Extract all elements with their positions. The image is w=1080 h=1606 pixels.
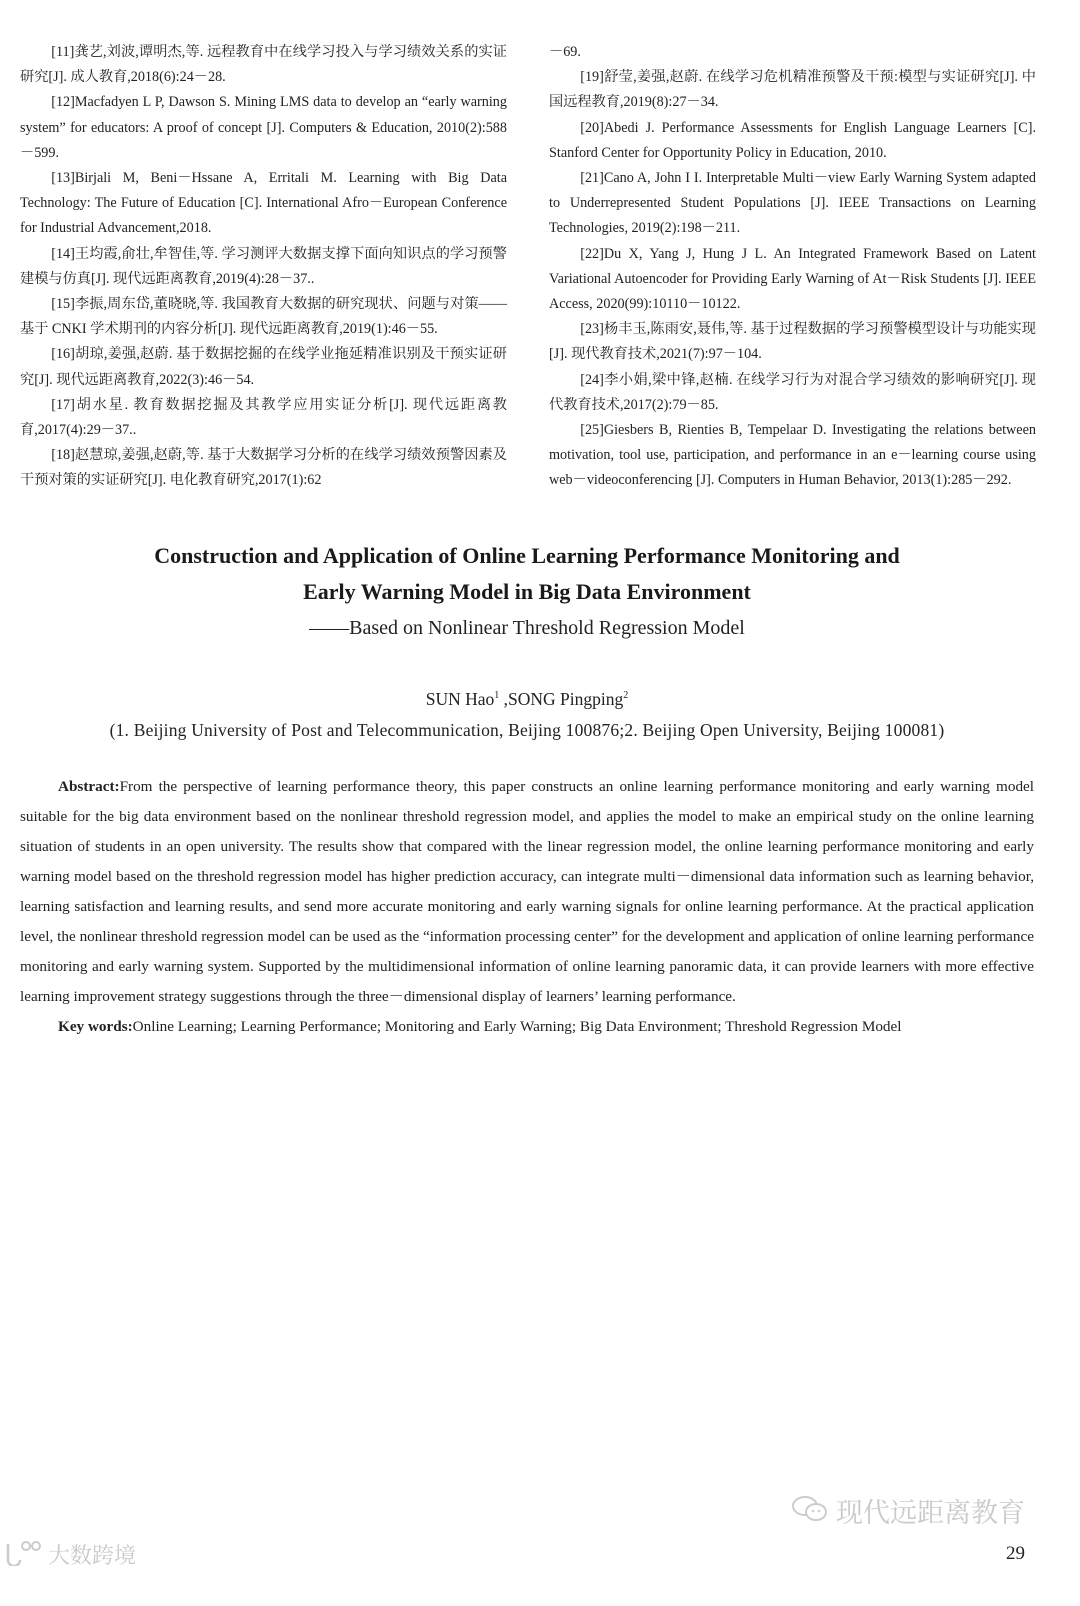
author-name: SONG Pingping xyxy=(508,688,624,709)
paper-subtitle: ——Based on Nonlinear Threshold Regression Model xyxy=(309,616,745,639)
page-content xyxy=(0,40,1080,1042)
watermark-text: 现代远距离教育 xyxy=(836,1497,1025,1529)
references-section xyxy=(0,40,1080,494)
keywords-text: Online Learning; Learning Performance; Monitoring and Early Warning; Big Data Environment; Threshold Regression Model xyxy=(132,1018,902,1036)
reference-item: [13]Birjali M, Beni－Hssane A, Erritali M. Learning with Big Data Technology: The Future of Education [C]. International Afro－European Conference for Industrial Advancement,2018. xyxy=(20,170,507,237)
reference-item: [15]李振,周东岱,董晓晓,等. 我国教育大数据的研究现状、问题与对策——基于 CNKI 学术期刊的内容分析[J]. 现代远距离教育,2019(1):46－55. xyxy=(20,296,507,338)
abstract xyxy=(20,772,1034,1012)
keywords xyxy=(20,1012,1034,1042)
wechat-watermark xyxy=(790,1494,1025,1533)
paper-title-line-1: Construction and Application of Online Learning Performance Monitoring and xyxy=(154,542,900,568)
reference-item: [21]Cano A, John I I. Interpretable Multi－view Early Warning System adapted to Underrepresented Student Populations [J]. IEEE Transactions on Learning Technologies, 2019(2):198－211. xyxy=(549,170,1036,237)
references-right-column xyxy=(549,40,1036,494)
paper-header xyxy=(0,538,1054,747)
abstract-text: From the perspective of learning performance theory, this paper constructs an online learning performance monitoring and early warning model suitable for the big data environment based on the nonlinear threshold regression model, and applies the model to make an empirical study on the online learning situation of students in an open university. The results show that compared with the linear regression model, the online learning performance monitoring and early warning model based on the threshold regression model has higher prediction accuracy, can integrate multi－dimensional data information such as learning behavior, learning satisfaction and learning results, and send more accurate monitoring and early warning signals for online learning performance. At the practical application level, the nonlinear threshold regression model can be used as the “information processing center” for the development and application of online learning performance monitoring and early warning system. Supported by the multidimensional information of online learning panoramic data, it can provide learners with more effective learning improvement strategy suggestions through the three－dimensional display of learners’ learning performance. xyxy=(20,778,1034,1006)
abstract-label: Abstract: xyxy=(58,778,120,796)
reference-item: [24]李小娟,梁中锋,赵楠. 在线学习行为对混合学习绩效的影响研究[J]. 现代教育技术,2017(2):79－85. xyxy=(549,371,1036,413)
references-left-column xyxy=(20,40,507,494)
wechat-icon xyxy=(790,1494,830,1533)
reference-item: [19]舒莹,姜强,赵蔚. 在线学习危机精准预警及干预:模型与实证研究[J]. 中国远程教育,2019(8):27－34. xyxy=(549,69,1036,111)
reference-item: [22]Du X, Yang J, Hung J L. An Integrated Framework Based on Latent Variational Autoencoder for Providing Early Warning of At－Risk Students [J]. IEEE Access, 2020(99):10110－10122. xyxy=(549,245,1036,313)
reference-item: [17]胡水星. 教育数据挖掘及其教学应用实证分析[J]. 现代远距离教育,2017(4):29－37.. xyxy=(20,396,507,439)
author-separator: , xyxy=(499,688,509,709)
page-number: 29 xyxy=(1006,1543,1025,1564)
reference-item: [20]Abedi J. Performance Assessments for English Language Learners [C]. Stanford Center for Opportunity Policy in Education, 2010. xyxy=(549,119,1036,161)
reference-item: [25]Giesbers B, Rienties B, Tempelaar D. Investigating the relations between motivation, tool use, participation, and performance in an e－learning course using web－videoconferencing [J]. Computers in Human Behavior, 2013(1):285－292. xyxy=(549,422,1036,489)
reference-item: [16]胡琼,姜强,赵蔚. 基于数据挖掘的在线学业拖延精准识别及干预实证研究[J]. 现代远距离教育,2022(3):46－54. xyxy=(20,346,507,388)
affiliation-mark: 2 xyxy=(623,689,629,701)
brand-watermark xyxy=(4,1540,136,1574)
affiliation-mark: 1 xyxy=(494,689,500,701)
keywords-label: Key words: xyxy=(58,1018,133,1036)
watermark-text: 大数跨境 xyxy=(48,1544,137,1569)
reference-item: [23]杨丰玉,陈雨安,聂伟,等. 基于过程数据的学习预警模型设计与功能实现[J]. 现代教育技术,2021(7):97－104. xyxy=(549,321,1036,363)
reference-item: [11]龚艺,刘波,谭明杰,等. 远程教育中在线学习投入与学习绩效关系的实证研究[J]. 成人教育,2018(6):24－28. xyxy=(20,44,507,86)
authors xyxy=(0,680,1054,715)
reference-continuation: －69. xyxy=(549,44,581,60)
reference-item: [12]Macfadyen L P, Dawson S. Mining LMS data to develop an “early warning system” for educators: A proof of concept [J]. Computers & Education, 2010(2):588－599. xyxy=(20,94,507,161)
reference-item: [14]王均霞,俞壮,牟智佳,等. 学习测评大数据支撑下面向知识点的学习预警建模与仿真[J]. 现代远距离教育,2019(4):28－37.. xyxy=(20,245,507,287)
reference-item: [18]赵慧琼,姜强,赵蔚,等. 基于大数据学习分析的在线学习绩效预警因素及干预对策的实证研究[J]. 电化教育研究,2017(1):62 xyxy=(20,447,507,489)
affiliations: (1. Beijing University of Post and Telecommunication, Beijing 100876;2. Beijing Open University, Beijing 100081) xyxy=(109,720,945,741)
brand-logo-icon xyxy=(4,1540,44,1574)
paper-title-line-2: Early Warning Model in Big Data Environment xyxy=(303,578,751,604)
author-name: SUN Hao xyxy=(425,688,495,709)
